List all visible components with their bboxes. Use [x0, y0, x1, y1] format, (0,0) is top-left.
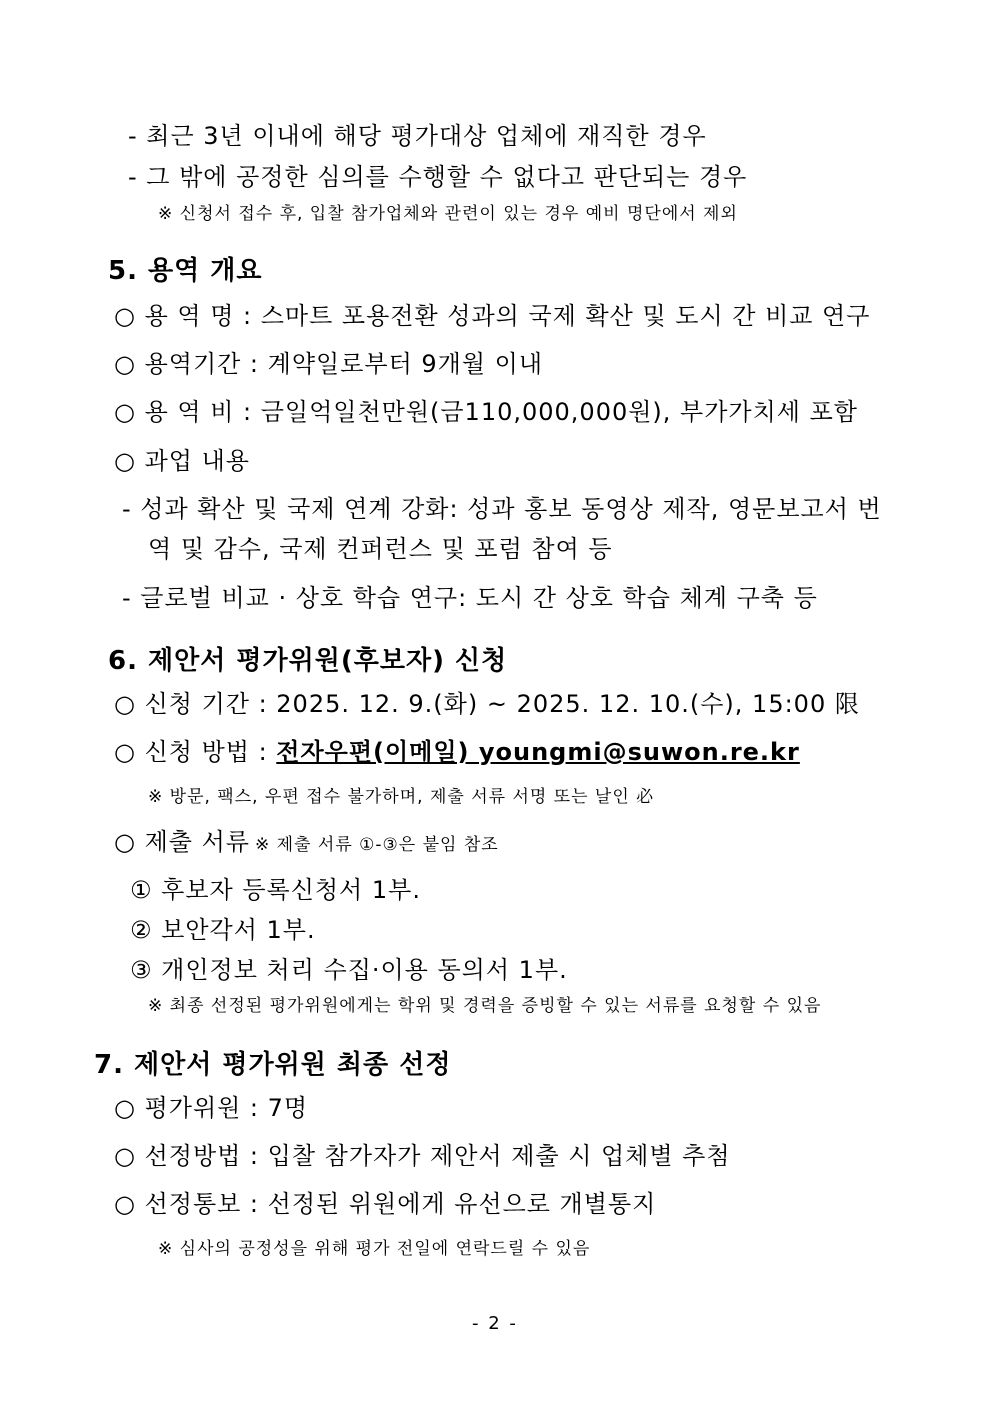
- section-5-title: 5. 용역 개요: [108, 256, 263, 286]
- page-number: - 2 -: [472, 1313, 518, 1334]
- task-item-1: - 성과 확산 및 국제 연계 강화: 성과 홍보 동영상 제작, 영문보고서 번: [122, 495, 882, 523]
- document-2: ② 보안각서 1부.: [130, 916, 316, 944]
- section-6-title: 6. 제안서 평가위원(후보자) 신청: [108, 646, 508, 676]
- application-method: [114, 732, 800, 767]
- task-content-label: ○ 과업 내용: [114, 447, 250, 475]
- task-item-1-cont: 역 및 감수, 국제 컨퍼런스 및 포럼 참여 등: [148, 535, 613, 563]
- task-item-2: - 글로벌 비교 · 상호 학습 연구: 도시 간 상호 학습 체계 구축 등: [122, 584, 818, 612]
- service-name: ○ 용 역 명 : 스마트 포용전환 성과의 국제 확산 및 도시 간 비교 연구: [114, 302, 871, 330]
- application-period: ○ 신청 기간 : 2025. 12. 9.(화) ~ 2025. 12. 10.(수), 15:00 限: [114, 690, 860, 718]
- evaluator-count: ○ 평가위원 : 7명: [114, 1094, 309, 1122]
- selection-notice: ○ 선정통보 : 선정된 위원에게 유선으로 개별통지: [114, 1190, 657, 1218]
- email-link[interactable]: 전자우편(이메일) youngmi@suwon.re.kr: [276, 738, 800, 766]
- contact-note: ※ 심사의 공정성을 위해 평가 전일에 연락드릴 수 있음: [158, 1239, 591, 1259]
- service-cost: ○ 용 역 비 : 금일억일천만원(금110,000,000원), 부가가치세 포함: [114, 398, 858, 426]
- bullet-unfair-review: - 그 밖에 공정한 심의를 수행할 수 없다고 판단되는 경우: [128, 163, 748, 191]
- documents-note: ※ 제출 서류 ①-③은 붙임 참조: [255, 835, 499, 855]
- section-7-title: 7. 제안서 평가위원 최종 선정: [94, 1050, 452, 1080]
- selection-method: ○ 선정방법 : 입찰 참가자가 제안서 제출 시 업체별 추첨: [114, 1142, 731, 1170]
- document-3: ③ 개인정보 처리 수집·이용 동의서 1부.: [130, 956, 568, 984]
- bullet-recent-employment: - 최근 3년 이내에 해당 평가대상 업체에 재직한 경우: [128, 122, 707, 150]
- final-selection-note: ※ 최종 선정된 평가위원에게는 학위 및 경력을 증빙할 수 있는 서류를 요청할 수 있음: [148, 996, 822, 1016]
- service-period: ○ 용역기간 : 계약일로부터 9개월 이내: [114, 350, 544, 378]
- application-method-label: ○ 신청 방법 :: [114, 738, 277, 766]
- documents-label: ○ 제출 서류: [114, 828, 250, 856]
- document-1: ① 후보자 등록신청서 1부.: [130, 876, 421, 904]
- documents-line: [114, 822, 499, 857]
- method-note: ※ 방문, 팩스, 우편 접수 불가하며, 제출 서류 서명 또는 날인 必: [148, 787, 655, 807]
- note-exclusion: ※ 신청서 접수 후, 입찰 참가업체와 관련이 있는 경우 예비 명단에서 제외: [158, 204, 738, 224]
